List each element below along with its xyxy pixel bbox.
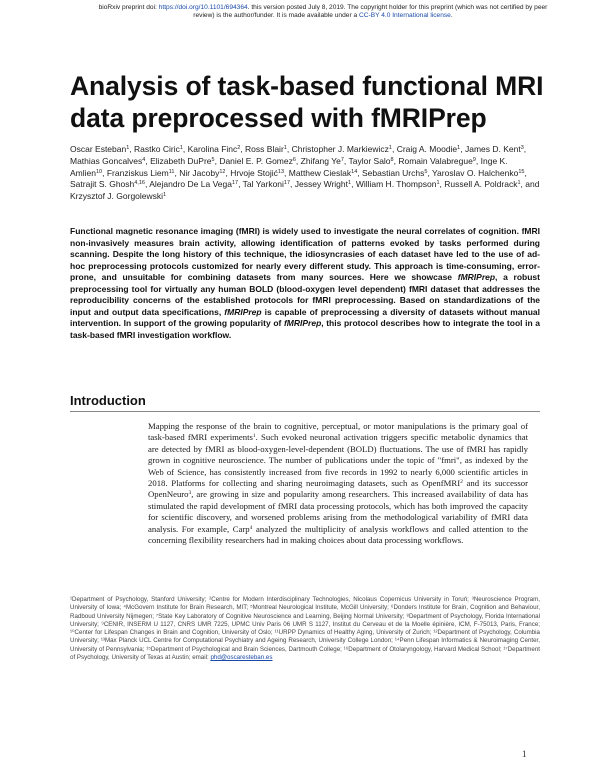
author-name: Oscar Esteban: [70, 144, 127, 154]
preprint-header: [88, 4, 558, 20]
author-name: Christopher J. Markiewicz: [291, 144, 389, 154]
header-middle: . this version posted July 8, 2019. The copyright holder for this preprint (which was not certified by peer review) is the author/funder. It is made available under a: [193, 4, 548, 19]
author-affiliation-mark: 15: [518, 168, 525, 175]
author-affiliation-mark: 14: [351, 168, 358, 175]
author-affiliation-mark: 17: [283, 180, 291, 187]
abstract-text: Functional magnetic resonance imaging (fMRI) is widely used to investigate the neural correlates of cognition. fMRI non-invasively measures brain activity, allowing identification of patterns evoked by tasks performed during scanning. Despite the long history of this technique, the idiosyncrasies of each dataset have led to the use of ad-hoc preprocessing protocols customized for nearly every different study. This approach is time-consuming, error-prone, and unsuitable for combining datasets from many sources. Here we showcase: [70, 226, 540, 282]
author-name: Yaroslav O. Halchenko: [432, 167, 519, 178]
citation-ref: 4: [249, 524, 253, 531]
author-name: Jessey Wright: [294, 179, 349, 190]
tool-name: fMRIPrep: [224, 306, 262, 317]
author-affiliation-mark: 1: [436, 180, 440, 187]
author-affiliation-mark: 6: [292, 156, 296, 163]
abstract-text: is capable of preprocessing a diversity of datasets without manual intervention. In support of the growing popularity of: [70, 306, 540, 328]
citation-ref: 2: [460, 479, 463, 486]
section-divider: [70, 411, 540, 412]
header-prefix: bioRxiv preprint doi:: [98, 4, 159, 11]
doi-link[interactable]: https://doi.org/10.1101/694364: [158, 4, 248, 11]
abstract-text: , this protocol describes how to integrate the tool in a task-based fMRI investigation workflow.: [70, 318, 540, 340]
author-affiliation-mark: 9: [472, 156, 476, 163]
author-affiliation-mark: 13: [277, 168, 285, 175]
author-name: Alejandro De La Vega: [149, 179, 232, 190]
author-name: Franziskus Liem: [106, 167, 169, 178]
abstract: [70, 226, 540, 341]
citation-ref: 3: [188, 490, 192, 497]
author-name: Matthew Cieslak: [288, 167, 352, 178]
author-affiliation-mark: 2: [237, 145, 241, 151]
author-affiliation-mark: 1: [457, 145, 461, 151]
license-link[interactable]: CC-BY 4.0 International license: [358, 12, 451, 19]
author-name: Sebastian Urchs: [362, 167, 425, 178]
author-name: Tal Yarkoni: [242, 179, 284, 190]
affiliations: [70, 596, 540, 662]
author-affiliation-mark: 1: [517, 180, 521, 187]
author-affiliation-mark: 4: [142, 156, 146, 163]
author-name: Rastko Ciric: [134, 144, 180, 154]
author-affiliation-mark: 10: [95, 168, 103, 175]
author-affiliation-mark: 1: [126, 145, 130, 151]
author-name: Daniel E. P. Gomez: [219, 155, 293, 166]
affiliations-text: ¹Department of Psychology, Stanford University; ²Centre for Modern Interdisciplinary Technologies, Nicolaus Copernicus University in Toruń; ³Neuroscience Program, University of Iowa; ⁴McGovern Institute for Brain Research, MIT; ⁵Montreal Neurological Institute, McGill University; ⁶Donders Institute for Brain, Cognition and Behaviour, Radboud University Nijmegen; ⁷State Key Laboratory of Cognitive Neuroscience and Learning, Beijing Normal University; ⁸Department of Psychology, Florida International University; ⁹CENIR, INSERM U 1127, CNRS UMR 7225, UPMC Univ Paris 06 UMR S 1127, Institut du Cerveau et de la Moelle épinière, ICM, F-75013, Paris, France; ¹⁰Center for Lifespan Changes in Brain and Cognition, University of Oslo; ¹¹URPP Dynamics of Healthy Aging, University of Zurich; ¹²Department of Psychology, Columbia University; ¹³Max Planck UCL Centre for Computational Psychiatry and Ageing Research, University College London; ¹⁴Penn Lifespan Informatics & Neuroimaging Center, University of Pennsylvania; ¹⁵Department of Psychological and Brain Sciences, Dartmouth College; ¹⁶Department of Otolaryngology, Harvard Medical School; ¹⁷Department of Psychology, University of Texas at Austin; email:: [70, 596, 540, 662]
author-list: Oscar Esteban$^1$, Rastko Ciric$^1$, Karolina Finc$^2$, Ross Blair$^1$, Christopher J. Markiewicz$^1$, Craig A. Moodie$^1$, James D. Kent$^3$, Mathias Goncalves$^4$, Elizabeth DuPre$^5$, Daniel E. P. Gomez$^6$, Zhifang Ye$^7$, Taylor Salo$^8$, Romain Valabregue$^9$, Inge K. Amlien$^{10}$, Franziskus Liem$^{11}$, Nir Jacoby$^{12}$, Hrvoje Stojić$^{13}$, Matthew Cieslak$^{14}$, Sebastian Urchs$^5$, Yaroslav O. Halchenko$^{15}$, Satrajit S. Ghosh$^{4,16}$, Alejandro De La Vega$^{17}$, Tal Yarkoni$^{17}$, Jessey Wright$^1$, William H. Thompson$^1$, Russell A. Poldrack$^1$, and Krzysztof J. Gorgolewski$^1$: [70, 144, 540, 202]
intro-text: Mapping the response of the brain to cognitive, perceptual, or motor manipulations is the primary goal of task-based fMRI experiments: [148, 421, 528, 443]
author-name: Hrvoje Stojić: [230, 167, 278, 178]
email-link[interactable]: phd@oscaresteban.es: [210, 654, 273, 662]
author-affiliation-mark: 3: [520, 145, 524, 151]
author-name: Elizabeth DuPre: [150, 155, 212, 166]
author-name: Zhifang Ye: [300, 155, 341, 166]
paper-title: Analysis of task-based functional MRI data preprocessed with fMRIPrep: [70, 71, 544, 133]
author-affiliation-mark: 5: [211, 156, 215, 163]
citation-ref: 1: [252, 433, 256, 440]
abstract-text: , a robust preprocessing tool for virtually any human BOLD (blood-oxygen level dependent) fMRI dataset that addresses the reproducibility concerns of the established protocols for fMRI preprocessing. Based on standardizations of the input and output data specifications,: [70, 272, 540, 317]
header-suffix: .: [450, 12, 453, 19]
author-affiliation-mark: 8: [390, 156, 394, 163]
author-affiliation-mark: 1: [388, 145, 392, 151]
intro-text: and its successor OpenNeuro: [148, 478, 528, 500]
author-affiliation-mark: 4,16: [134, 180, 145, 187]
author-affiliation-mark: 1: [163, 192, 167, 199]
author-join-word: and: [525, 179, 540, 190]
intro-text: , are growing in size and popularity among researchers. This increased availability of data has stimulated the rapid development of fMRI data processing protocols, which has both improved the capacity for scientific discovery, and worsened problems arising from the methodological variability of fMRI data analysis. For example, Carp: [148, 489, 528, 534]
author-name: Romain Valabregue: [398, 155, 473, 166]
author-affiliation-mark: 7: [340, 156, 344, 163]
author-name: Craig A. Moodie: [396, 144, 458, 154]
author-name: William H. Thompson: [355, 179, 437, 190]
author-affiliation-mark: 11: [168, 168, 175, 175]
author-name: Krzysztof J. Gorgolewski: [70, 191, 164, 202]
author-name: Inge K. Amlien: [70, 155, 508, 178]
tool-name: fMRIPrep: [283, 318, 322, 328]
introduction-body: [148, 421, 528, 546]
author-affiliation-mark: 1: [283, 145, 287, 151]
intro-text: analyzed the multiplicity of analysis workflows and called attention to the concerning flexibility researchers had in making choices about data processing workflows.: [148, 523, 528, 546]
author-affiliation-mark: 12: [219, 168, 226, 175]
page-number: 1: [522, 749, 527, 759]
author-name: Taylor Salo: [348, 155, 391, 166]
author-name: James D. Kent: [464, 144, 521, 154]
author-name: Ross Blair: [245, 144, 284, 154]
author-affiliation-mark: 5: [424, 168, 428, 175]
intro-text: . Such evoked neuronal activation triggers specific metabolic dynamics that are detected by fMRI as blood-oxygen-level-dependent (BOLD) fluctuations. The use of fMRI has rapidly grown in cognitive neuroscience. The number of publications under the topic of "fmri", as indexed by the Web of Science, has consistently increased from five records in 1992 to nearly 6,000 scientific articles in 2018. Platforms for collecting and sharing neuroimaging datasets, such as OpenfMRI: [148, 432, 528, 489]
author-affiliation-mark: 17: [231, 180, 239, 187]
section-heading-introduction: Introduction: [70, 393, 146, 408]
author-affiliation-mark: 1: [348, 180, 352, 187]
tool-name: fMRIPrep: [457, 272, 496, 282]
author-name: Karolina Finc: [187, 144, 238, 154]
author-name: Russell A. Poldrack: [444, 179, 518, 190]
author-name: Satrajit S. Ghosh: [70, 179, 135, 190]
author-name: Mathias Goncalves: [70, 155, 143, 166]
author-affiliation-mark: 1: [179, 145, 183, 151]
author-name: Nir Jacoby: [179, 167, 220, 178]
